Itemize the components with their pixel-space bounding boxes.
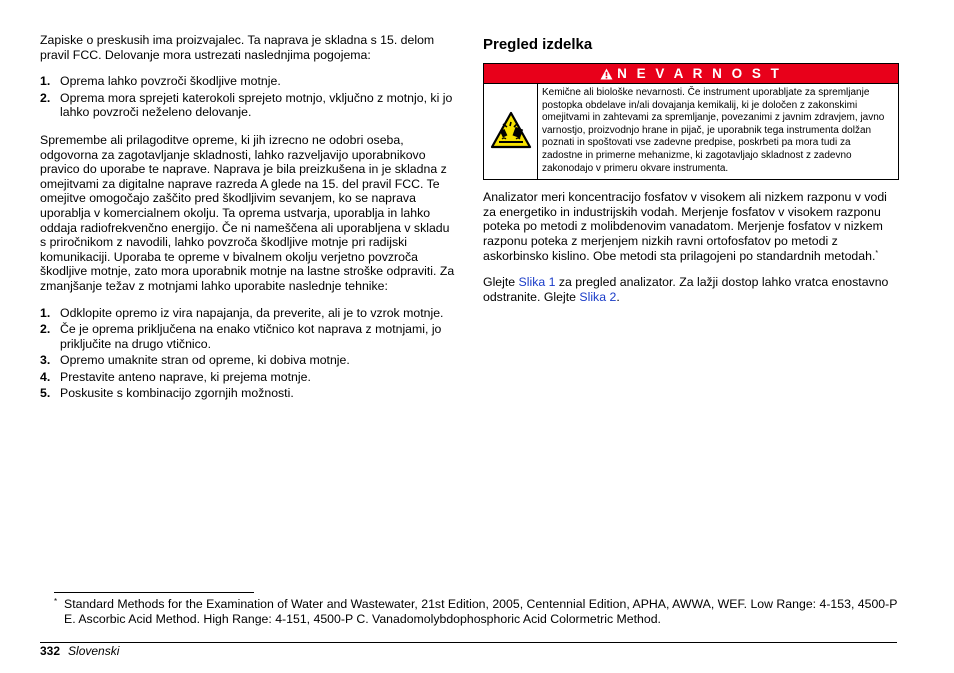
list-number: 5. [40, 386, 51, 401]
conditions-list [40, 74, 455, 120]
list-text: Prestavite anteno naprave, ki prejema motnje. [60, 369, 311, 384]
list-text: Če je oprema priključena na enako vtičnico kot naprava z motnjami, jo priključite na drugo vtičnico. [60, 322, 442, 351]
analyzer-text: Analizator meri koncentracijo fosfatov v visokem ali nizkem razponu v vodi za energetiko in industrijskih vodah. Merjenje fosfatov v visokem razponu poteka po metodi z molibdenovim vanadatom. Merjenje fosfatov v nizkem razponu poteka z merjenjem nizkih ravni ortofosfatov po metodi z askorbinsko kislino. Obe metodi sta prilagojeni po standardnih metodah. [483, 190, 887, 263]
page-number: 332 [40, 644, 61, 658]
list-text: Poskusite s kombinacijo zgornjih možnosti. [60, 386, 294, 401]
ref-text-1: Glejte [483, 275, 519, 290]
footer-language: Slovenski [68, 644, 120, 658]
list-number: 3. [40, 353, 51, 368]
list-item [40, 370, 455, 385]
list-item [40, 91, 455, 120]
footnote-divider [54, 592, 254, 593]
right-column [483, 33, 897, 316]
list-number: 1. [40, 305, 51, 320]
figure-reference-paragraph [483, 275, 897, 304]
section-heading: Pregled izdelka [483, 36, 593, 53]
left-column [40, 33, 455, 414]
ref-text-3: . [616, 289, 620, 304]
list-item [40, 386, 455, 401]
danger-label: N E V A R N O S T [617, 66, 782, 81]
list-text: Opremo umaknite stran od opreme, ki dobiva motnje. [60, 353, 350, 368]
list-item [40, 74, 455, 89]
list-item [40, 322, 455, 351]
list-number: 1. [40, 74, 51, 89]
footnote-mark: * [54, 597, 58, 606]
analyzer-paragraph [483, 190, 897, 263]
danger-body [484, 84, 898, 179]
page-footer [40, 644, 119, 658]
warning-triangle-icon [600, 66, 613, 85]
fcc-paragraph: Spremembe ali prilagoditve opreme, ki jih izrecno ne odobri oseba, odgovorna za zagotavljanje skladnosti, lahko razveljavijo uporabnikovo pravico do uporabe te naprave. Naprava je bila preizkušena in je skladna z omejitvami za digitalne naprave razreda A glede na 15. del pravil FCC. Te omejitve omogočajo zaščito pred škodljivim sevanjem, ko se naprava uporablja v komercialnem okolju. Ta oprema ustvarja, uporablja in lahko oddaja radiofrekvenčno energijo. Če ni nameščena ali uporabljena v skladu s priročnikom z navodili, lahko povzroča škodljive motnje pri radijski komunikaciji. Uporaba te opreme v bivalnem okolju verjetno povzroča škodljive motnje, zato mora uporabnik motnje na lastne stroške odpraviti. Za zmanjšanje težav z motnjami lahko uporabite naslednje tehnike: [40, 132, 455, 293]
footnote-text: Standard Methods for the Examination of Water and Wastewater, 21st Edition, 2005, Centennial Edition, APHA, AWWA, WEF. Low Range: 4-153, 4500-P E. Ascorbic Acid Method. High Range: 4-151, 4500-P C. Vanadomolybdophosphoric Acid Colormetric Method. [64, 597, 898, 626]
ref-text-2: za pregled analizator. Za lažji dostop lahko vratca enostavno odstranite. Glejte [483, 275, 889, 304]
danger-icon-cell [484, 84, 538, 179]
figure-2-link[interactable]: Slika 2 [579, 289, 617, 304]
list-number: 2. [40, 90, 51, 105]
danger-text: Kemične ali biološke nevarnosti. Če instrument uporabljate za spremljanje postopka obdelave in/ali dovajanja kemikalij, ki je določen z zakonskimi omejitvami in zahtevami za spremljanje, povezanimi z javnim zdravjem, javno varnostjo, proizvodnjo hrane in pijač, je uporabnik tega instrumenta dolžan poznati in spoštovati vse zadevne predpise, poskrbeti pa mora tudi za zadostne in primerne mehanizme, ki zagotavljajo skladnost z zadevno zakonodajo v primeru okvare instrumenta. [542, 87, 885, 174]
list-number: 2. [40, 322, 51, 337]
corrosive-hazard-icon [490, 111, 532, 153]
interference-steps-list [40, 306, 455, 402]
danger-header [484, 64, 898, 84]
list-number: 4. [40, 369, 51, 384]
list-text: Oprema lahko povzroči škodljive motnje. [60, 74, 281, 89]
footer-divider [40, 642, 897, 643]
list-item [40, 353, 455, 368]
fcc-intro: Zapiske o preskusih ima proizvajalec. Ta naprava je skladna s 15. delom pravil FCC. Delovanje mora ustrezati naslednjima pogojema: [40, 33, 435, 62]
footnote-reference[interactable]: * [875, 249, 879, 257]
list-item [40, 306, 455, 321]
list-text: Oprema mora sprejeti katerokoli sprejeto motnjo, vključno z motnjo, ki jo lahko povzroči neželeno delovanje. [60, 90, 453, 120]
list-text: Odklopite opremo iz vira napajanja, da preverite, ali je to vzrok motnje. [60, 305, 444, 320]
danger-notice [483, 63, 899, 180]
figure-1-link[interactable]: Slika 1 [518, 275, 556, 290]
footnote [54, 597, 899, 626]
